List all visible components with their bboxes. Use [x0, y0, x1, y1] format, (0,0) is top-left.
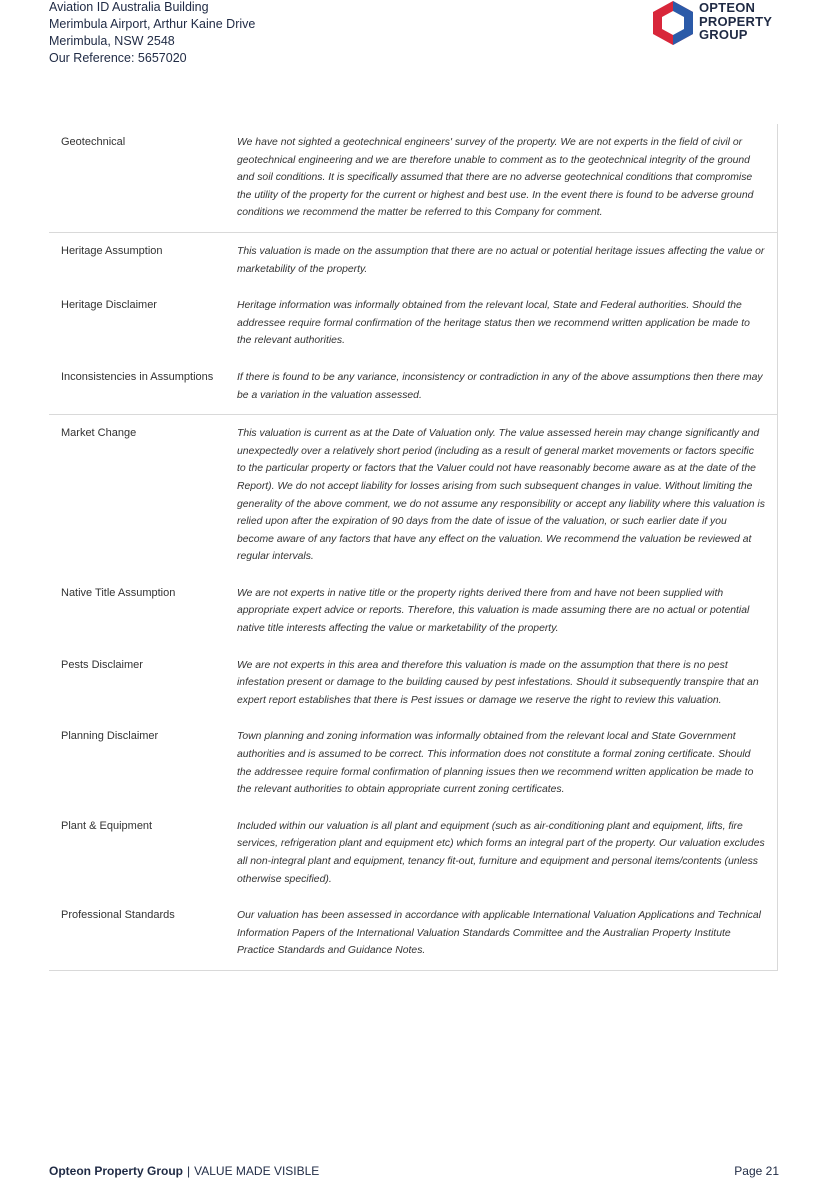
row-text: This valuation is current as at the Date of Valuation only. The value assessed herein may change significantly and unexpectedly over a relatively short period (including as a result of general market movements or factors specific to the particular property or factors that the Valuer could not have reasonably become aware as at the date of the Report). We do not accept liability for losses arising from such subsequent changes in value. Without limiting the generality of the above comment, we do not assume any responsibility or accept any liability where this valuation is relied upon after the expiration of 90 days from the date of issue of the valuation, or such earlier date if you become aware of any factors that have any effect on the valuation. We recommend the valuation be reviewed at regular intervals.	[237, 428, 765, 563]
table-row	[49, 657, 777, 710]
row-label: Planning Disclaimer	[61, 730, 159, 743]
address-block	[49, 0, 255, 67]
row-text: We are not experts in native title or the property rights derived there from and have not been supplied with appropriate expert advice or reports. Therefore, this valuation is made assuming there are no actual or potential native title interests affecting the value or marketability of the property.	[237, 587, 750, 635]
table-row	[49, 243, 777, 278]
table-row	[49, 425, 777, 566]
table-row	[49, 134, 777, 222]
table-row	[49, 369, 777, 404]
table-row	[49, 585, 777, 638]
footer-separator: |	[187, 1164, 191, 1178]
table-row	[49, 728, 777, 798]
table-group	[49, 124, 777, 233]
row-text: Included within our valuation is all plant and equipment (such as air-conditioning plant and equipment, lifts, fire services, refrigeration plant and equipment etc) which forms an integral part of the property. Our valuation excludes all non-integral plant and equipment, tenancy fit-out, furniture and equipment and personal items/contents (unless otherwise specified).	[237, 820, 765, 885]
row-text: This valuation is made on the assumption that there are no actual or potential heritage issues affecting the value or marketability of the property.	[237, 245, 765, 275]
row-label: Professional Standards	[61, 909, 175, 922]
row-label: Heritage Disclaimer	[61, 299, 157, 312]
row-text: We have not sighted a geotechnical engineers' survey of the property. We are not experts in the field of civil or geotechnical engineering and we are therefore unable to comment as to the geotechnical integrity of the ground and soil conditions. It is specifically assumed that there are no adverse geotechnical conditions that compromise the utility of the property for the current or highest and best use. In the event there is found to be adverse ground conditions we recommend the matter be referred to this Company for comment.	[237, 137, 754, 219]
table-group	[49, 233, 777, 415]
logo-hexagon-icon	[651, 0, 695, 46]
table-row	[49, 907, 777, 960]
table-group	[49, 415, 777, 971]
row-label: Native Title Assumption	[61, 586, 176, 599]
logo-wordmark: OPTEON PROPERTY GROUP	[699, 0, 773, 42]
footer-brand: Opteon Property Group	[49, 1164, 184, 1178]
page-footer	[49, 1164, 779, 1178]
row-label: Geotechnical	[61, 136, 126, 148]
table-row	[49, 818, 777, 888]
assumptions-table	[49, 124, 778, 971]
address-line: Merimbula, NSW 2548	[49, 34, 175, 48]
row-label: Heritage Assumption	[61, 244, 163, 257]
row-label: Market Change	[61, 427, 137, 440]
row-label: Inconsistencies in Assumptions	[61, 370, 214, 383]
footer-tagline: VALUE MADE VISIBLE	[194, 1164, 320, 1178]
table-row	[49, 297, 777, 350]
row-label: Pests Disclaimer	[61, 658, 143, 671]
opteon-logo	[651, 0, 781, 48]
reference-line: Our Reference: 5657020	[49, 51, 187, 65]
page-number: Page 21	[734, 1164, 779, 1178]
address-line: Aviation ID Australia Building	[49, 0, 209, 14]
row-text: Town planning and zoning information was informally obtained from the relevant local and State Government authorities and is assumed to be correct. This information does not constitute a formal zoning certificate. Should the addressee require formal confirmation of planning issues then we recommend written application be made to the relevant authorities to obtain appropriate current zoning certificates.	[237, 731, 754, 796]
row-text: We are not experts in this area and therefore this valuation is made on the assumption that there is no pest infestation present or damage to the building caused by pest infestations. Should it subsequently transpire that an expert report establishes that there is Pest issues or damage we reserve the right to review this valuation.	[237, 659, 759, 706]
row-text: Heritage information was informally obtained from the relevant local, State and Federal authorities. Should the addressee require formal confirmation of the heritage status then we recommend written application be made to the relevant authorities.	[237, 300, 750, 347]
row-label: Plant & Equipment	[61, 819, 153, 832]
address-line: Merimbula Airport, Arthur Kaine Drive	[49, 17, 256, 31]
row-text: Our valuation has been assessed in accordance with applicable International Valuation Applications and Technical Information Papers of the International Valuation Standards Committee and the Australian Property Institute Practice Standards and Guidance Notes.	[237, 910, 761, 957]
row-text: If there is found to be any variance, inconsistency or contradiction in any of the above assumptions then there may be a variation in the valuation assessed.	[237, 371, 763, 401]
